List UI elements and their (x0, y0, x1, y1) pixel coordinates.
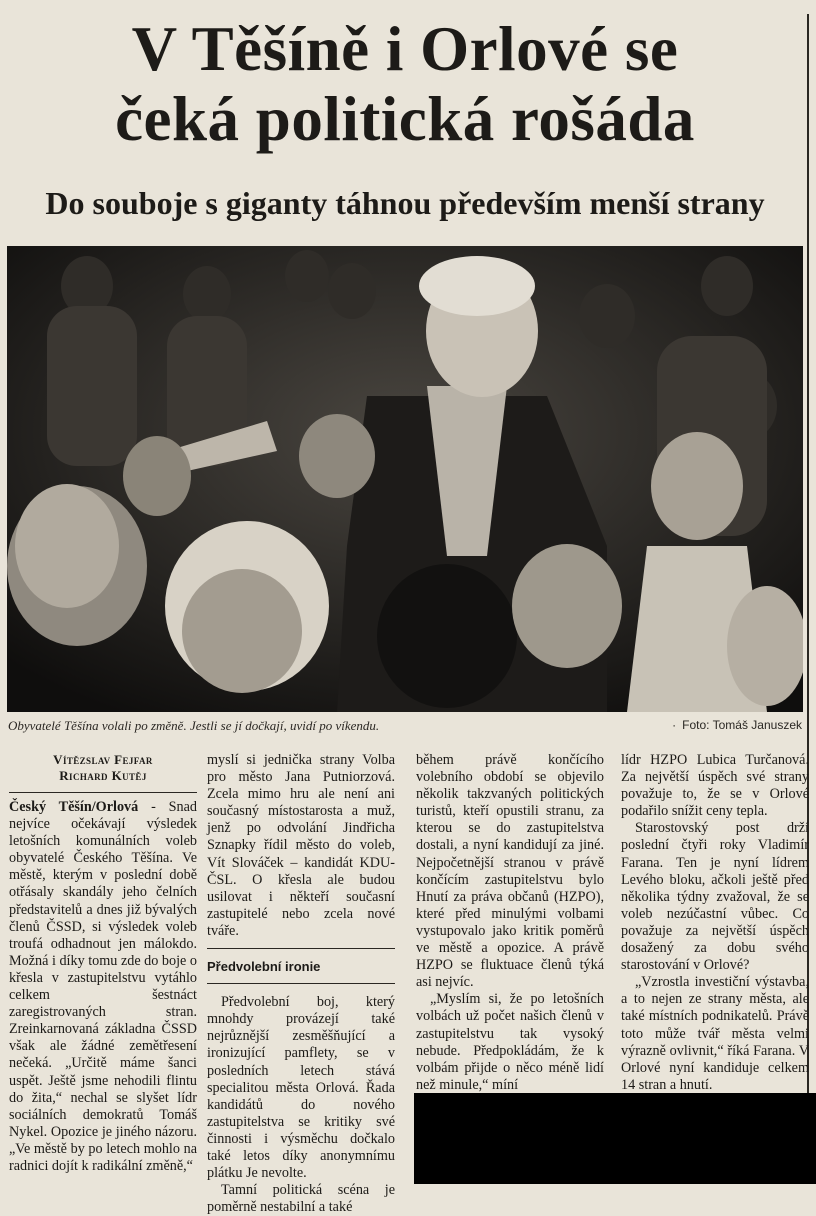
section-heading: Předvolební ironie (207, 948, 395, 984)
subheadline: Do souboje s giganty táhnou především menší strany (45, 185, 765, 221)
photo-credit-text: Foto: Tomáš Januszek (682, 718, 802, 732)
author-2: Richard Kutěj (59, 768, 147, 783)
article-column-1 (9, 752, 197, 1175)
paragraph: Starostovský post drží poslední čtyři roky Vladimír Farana. Ten je nyní lídrem Levého bloku, ačkoli ještě před několika týdny zvažoval, že se voleb nezúčastní vůbec. Co považuje za největší úspěch dosažený za dobu svého starostování v Orlové? (621, 820, 809, 974)
article-column-3 (416, 752, 604, 1094)
byline (9, 752, 197, 784)
photo-credit: · Foto: Tomáš Januszek (672, 718, 802, 732)
crowd-photo-illustration (7, 246, 803, 712)
paragraph: Předvolební boj, který mnohdy provázejí také nejrůznější zesměšňující a ironizující pamflety, se v posledních letech stává specialitou města Orlová. Řada kandidátů do nového zastupitelstva se kritiky své činnosti i výsměchu dočkalo také letos díky anonymnímu plátku Je nevolte. (207, 994, 395, 1182)
article-column-2 (207, 752, 395, 1216)
news-photo (7, 246, 803, 712)
paragraph: „Vzrostla investiční výstavba, a to nejen ze strany města, ale také místních podnikatelů. Právě toto může tvář města velmi výrazně ovlivnit,“ říká Farana. V Orlové nyní kandiduje celkem 14 stran a hnutí. (621, 974, 809, 1093)
paragraph: během právě končícího volebního období se objevilo několik takzvaných politických turistů, kteří opustili stranu, za kterou se do zastupitelstva dostali, a nyní kandidují za jiné. Nejpočetnější stranou v právě končícím zastupitelstvu bylo Hnutí za práva občanů (HZPO), které před minulými volbami vystupovalo jako kritik poměrů ve městě a opozice. A právě HZPO se fluktuace členů týká asi nejvíc. (416, 752, 604, 991)
article-column-4 (621, 752, 809, 1094)
dateline: Český Těšín/Orlová (9, 799, 139, 815)
headline (10, 14, 800, 154)
lead-paragraph-text: - Snad nejvíce očekávají výsledek letošních komunálních voleb obyvatelé Českého Těšína. Ve městě, kterým v poslední době otřásaly skandály jeho čelních představitelů a dnes již bývalých členů ČSSD, si výsledek voleb troufá odhadnout jen málokdo. Možná i díky tomu zde do boje o křesla v zastupitelstvu vytáhlo celkem šestnáct zaregistrovaných stran. Zreinkarnovaná základna ČSSD však ale žádné zemětřesení nečeká. „Určitě máme šanci uspět. Ještě jsme nehodili flintu do žita,“ nechal se slyšet lídr sociálních demokratů Tomáš Nykel. Opozice je jiného názoru. „Ve městě by po letech mohlo na radnici dojít k radikální změně,“ (9, 799, 197, 1174)
paragraph: Tamní politická scéna je poměrně nestabilní a také (207, 1182, 395, 1216)
headline-line-1: V Těšíně i Orlové se (131, 14, 679, 84)
lead-paragraph (9, 799, 197, 1175)
paragraph: myslí si jednička strany Volba pro město Jana Putniorzová. Zcela mimo hru ale není ani současný místostarosta a muž, jenž po odvolání Jindřicha Sznapky řídil město do voleb, Vít Slováček – kandidát KDU-ČSL. O křesla ale budou usilovat i někteří současní zastupitelé nebo zcela nové tváře. (207, 752, 395, 939)
photo-caption: Obyvatelé Těšína volali po změně. Jestli se jí dočkají, uvidí po víkendu. (8, 718, 380, 733)
paragraph: lídr HZPO Lubica Turčanová. Za největší úspěch své strany považuje to, že se v Orlové podařilo snížit ceny tepla. (621, 752, 809, 820)
headline-line-2: čeká politická rošáda (115, 84, 695, 154)
byline-divider (9, 792, 197, 793)
paragraph: „Myslím si, že po letošních volbách už počet našich členů v zastupitelstvu tak vysoký nebude. Předpokládám, že k volbám přijde o něco méně lidí než minule,“ míní (416, 991, 604, 1093)
author-1: Vítězslav Fejfar (53, 752, 153, 767)
redaction-block (414, 1093, 816, 1184)
